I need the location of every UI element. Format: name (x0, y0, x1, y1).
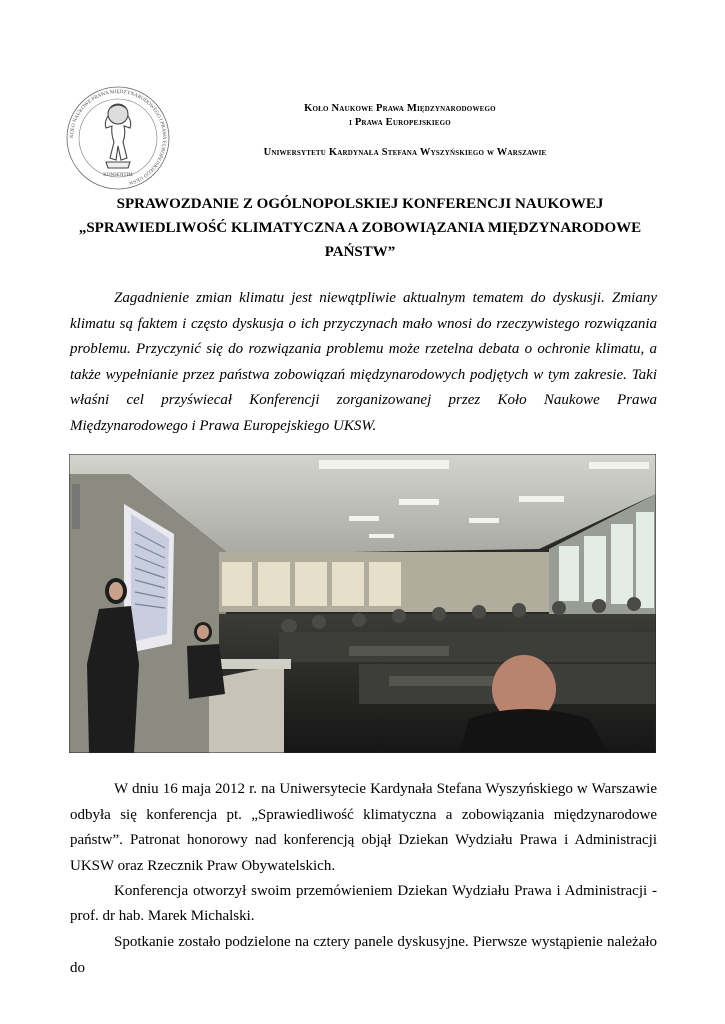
intro-text: Zagadnienie zmian klimatu jest niewątpliwie aktualnym tematem do dyskusji. Zmiany klimatu są faktem i często dyskusja o ich przyczynach mało wnosi do rzeczywistego rozwiązania problemu. Przyczynić się do rozwiązania problemu może rzetelna debata o ochronie klimatu, a także wypełnianie przez państwa zobowiązań międzynarodowych podjętych w tym zakresie. Taki właśni cel przyświecał Konferencji zorganizowanej przez Koło Naukowe Prawa Międzynarodowego i Prawa Europejskiego UKSW. (70, 290, 657, 434)
logo-caption: KONSENTIM (103, 173, 133, 178)
seal-logo (66, 86, 170, 190)
body-paragraph-1 (70, 777, 657, 879)
title-line1: SPRAWOZDANIE Z OGÓLNOPOLSKIEJ KONFERENCJI NAUKOWEJ (116, 196, 604, 212)
body-paragraph-2-text-a: Konferencja otworzył swoim przemówieniem Dziekan Wydziału Prawa i Administracji - (114, 883, 657, 899)
university-name: Uniwersytetu Kardynała Stefana Wyszyńskiego w Warszawie (263, 147, 547, 158)
title-line3: PAŃSTW” (324, 244, 396, 260)
conference-photo (69, 454, 656, 753)
title-line2: „SPRAWIEDLIWOŚĆ KLIMATYCZNA A ZOBOWIĄZANIA MIĘDZYNARODOWE (78, 220, 642, 236)
body-paragraph-3 (70, 930, 657, 981)
atlas-figure (105, 104, 130, 168)
body-paragraph-2-line2: prof. dr hab. Marek Michalski. (70, 908, 255, 924)
body-paragraph-2-line1 (70, 879, 657, 905)
intro-paragraph (70, 286, 657, 439)
body-paragraph-3-text: Spotkanie zostało podzielone na cztery panele dyskusyjne. Pierwsze wystąpienie należało do (70, 934, 657, 976)
body-paragraph-1-text: W dniu 16 maja 2012 r. na Uniwersytecie Kardynała Stefana Wyszyńskiego w Warszawie odbyła się konferencja pt. „Sprawiedliwość klimatyczna a zobowiązania międzynarodowe państw”. Patronat honorowy nad konferencją objął Dziekan Wydziału Prawa i Administracji UKSW oraz Rzecznik Praw Obywatelskich. (70, 781, 657, 874)
logo-ring-text: KOŁO NAUKOWE PRAWA MIĘDZYNARODOWEGO I PRAWA EUROPEJSKIEGO UKSW (68, 88, 168, 186)
org-name-line1: Koło Naukowe Prawa Międzynarodowego (304, 103, 496, 114)
org-name-line2: i Prawa Europejskiego (349, 117, 451, 128)
